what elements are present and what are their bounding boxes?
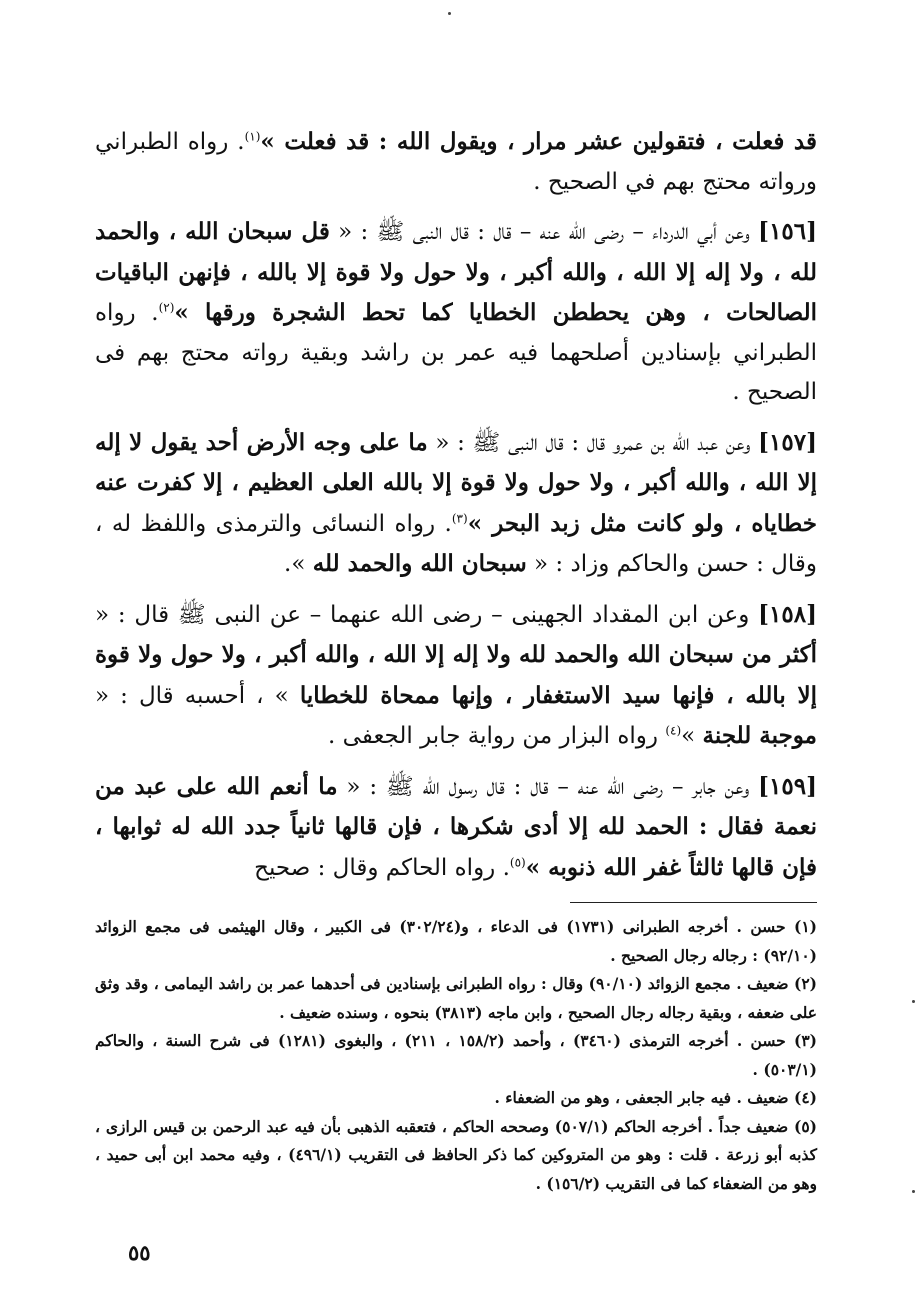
footnote-item: (٣) حسن . أخرجه الترمذى (٣٤٦٠) ، وأحمد (١٥٨/٢ ، ٢١١) ، والبغوى (١٢٨١) فى شرح السنة ، والحاكم (٥٠٣/١) . <box>95 1031 817 1079</box>
narration-text: وعن ابن المقداد الجهينى – رضى الله عنهما – عن النبى ﷺ قال : « <box>95 601 759 628</box>
footnote-reference[interactable]: (٥) <box>509 854 526 869</box>
hadith-quote-text: أكثر من سبحان الله والحمد لله ولا إله إلا الله ، والله أكبر ، ولا حول ولا قوة إلا بالله ، فإنها سيد الاستغفار ، وإنها ممحاة للخطايا <box>95 641 817 709</box>
hadith-quote-text: سبحان الله والحمد لله <box>312 550 527 577</box>
main-text <box>95 122 817 898</box>
footnote-reference[interactable]: (٣) <box>451 510 468 525</box>
hadith-quote-text: قل سبحان الله ، والحمد لله ، ولا إله إلا الله ، والله أكبر ، ولا حول ولا قوة إلا بالله ، فإنهن الباقيات الصالحات ، وهن يحططن الخطايا كما تحط الشجرة ورقها » <box>95 218 818 326</box>
hadith-paragraph <box>95 212 817 413</box>
narration-text: » ، أحسبه قال : « <box>95 682 300 709</box>
narration-text: وعن أبي الدرداء – رضى الله عنه – قال : قال النبى ﷺ : « <box>329 219 759 245</box>
hadith-quote-text: قد فعلت ، فتقولين عشر مرار ، ويقول الله : قد فعلت » <box>260 128 817 155</box>
narration-text: وعن عبد الله بن عمرو قال : قال النبى ﷺ : « <box>427 429 759 456</box>
page-number: ٥٥ <box>128 1240 151 1265</box>
hadith-paragraph <box>95 423 817 585</box>
hadith-quote-text: موجبة للجنة <box>702 722 817 749</box>
hadith-number: [١٥٨] <box>758 600 817 628</box>
hadith-paragraph <box>95 767 817 889</box>
footnote-reference[interactable]: (٤) <box>665 723 682 738</box>
footnote-reference[interactable]: (١) <box>244 129 261 144</box>
narration-text: . رواه الطبراني بإسنادين أصلحهما فيه عمر بن راشد وبقية رواته محتج بهم فى الصحيح . <box>95 300 817 405</box>
scan-speck <box>448 12 451 15</box>
footnote-item: (٥) ضعيف جداً . أخرجه الحاكم (٥٠٧/١) وصححه الحاكم ، فتعقبه الذهبى بأن فيه عبد الرحمن بن قيس الرازى ، كذبه أبو زرعة . قلت : وهو من المتروكين كما ذكر الحافظ فى التقريب (٤٩٦/١) ، وفيه محمد ابن أبى حميد ، وهو من الضعفاء كما فى التقريب (١٥٦/٢) . <box>95 1116 818 1193</box>
narration-text: ». <box>284 551 313 577</box>
footnote-item: (٢) ضعيف . مجمع الزوائد (٩٠/١٠) وقال : رواه الطبرانى بإسنادين فى أحدهما عمر بن راشد اليمامى ، وقد وثق على ضعفه ، وبقية رجاله رجال الصحيح ، وابن ماجه (٣٨١٣) بنحوه ، وسنده ضعيف . <box>95 974 818 1022</box>
narration-text: . رواه النسائى والترمذى واللفظ له ، وقال : حسن والحاكم وزاد : « <box>95 510 817 577</box>
hadith-number: [١٥٦] <box>758 218 818 245</box>
narration-text: » <box>681 723 703 749</box>
narration-text: . رواه الحاكم وقال : صحيح <box>254 854 510 881</box>
hadith-number: [١٥٧] <box>758 428 817 456</box>
hadith-paragraph <box>95 595 817 757</box>
narration-text: . رواه الطبراني ورواته محتج بهم في الصحيح . <box>95 129 817 195</box>
scan-speck <box>912 1000 915 1003</box>
footnotes <box>95 913 817 1198</box>
paragraph-continuation <box>95 122 817 202</box>
scan-speck <box>912 1190 915 1193</box>
footnote-item: (٤) ضعيف . فيه جابر الجعفى ، وهو من الضعفاء . <box>494 1088 817 1107</box>
narration-text: وعن جابر – رضى الله عنه – قال : قال رسول الله ﷺ : « <box>337 773 759 800</box>
hadith-number: [١٥٩] <box>758 772 817 800</box>
footnote-item: (١) حسن . أخرجه الطبرانى (١٧٣١) فى الدعاء ، و(٣٠٢/٢٤) فى الكبير ، وقال الهيثمى فى مجمع الزوائد (٩٢/١٠) : رجاله رجال الصحيح . <box>95 917 817 965</box>
narration-text: رواه البزار من رواية جابر الجعفى . <box>328 723 666 749</box>
hadith-quote-text: ما على وجه الأرض أحد يقول لا إله إلا الله ، والله أكبر ، ولا حول ولا قوة إلا بالله العلى العظيم ، إلا كفرت عنه خطاياه ، ولو كانت مثل زبد البحر » <box>95 428 817 537</box>
footnote-divider <box>570 902 817 903</box>
hadith-quote-text: ما أنعم الله على عبد من نعمة فقال : الحمد لله إلا أدى شكرها ، فإن قالها ثانياً جدد الله له ثوابها ، فإن قالها ثالثاً غفر الله ذنوبه » <box>95 772 817 881</box>
footnote-reference[interactable]: (٢) <box>158 300 175 315</box>
